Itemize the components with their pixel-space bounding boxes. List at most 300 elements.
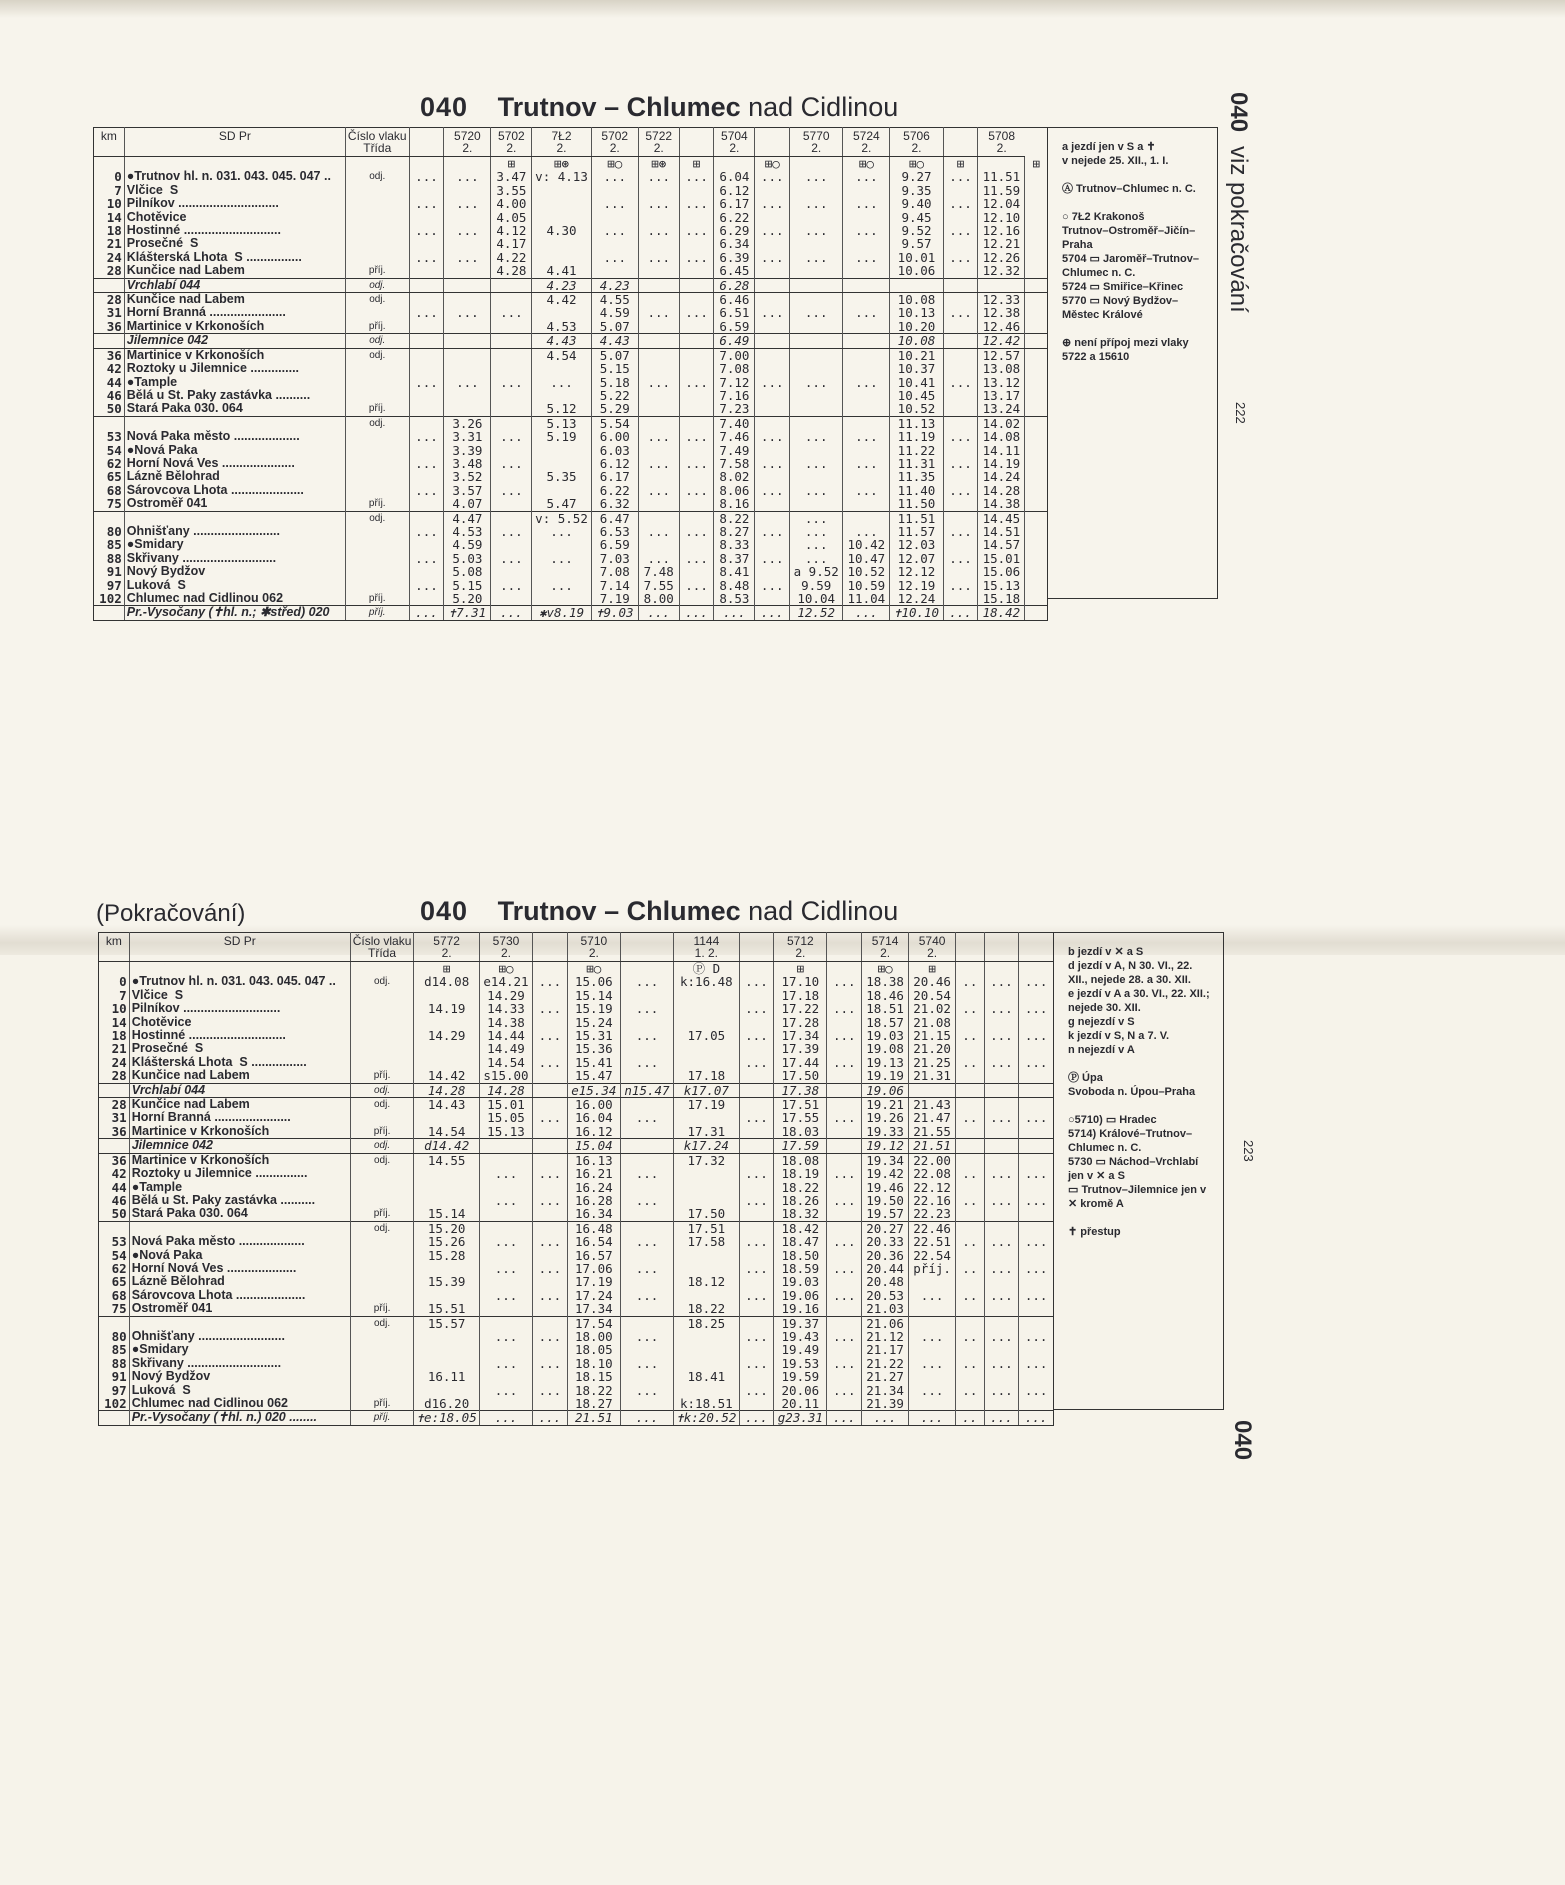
km-cell: 65 bbox=[111, 1274, 127, 1290]
time-cell: 16.24 bbox=[567, 1181, 620, 1194]
time-cell: v: 5.52 bbox=[532, 511, 591, 525]
time-cell: ... bbox=[755, 376, 790, 389]
time-cell: ... bbox=[1019, 1056, 1054, 1069]
train-column-header bbox=[679, 128, 714, 157]
time-cell bbox=[843, 211, 890, 224]
time-cell bbox=[679, 362, 714, 375]
time-cell bbox=[827, 1370, 862, 1383]
page-number-bottom: 223 bbox=[1241, 1140, 1256, 1162]
time-cell: 14.24 bbox=[978, 470, 1025, 483]
km-cell: 53 bbox=[106, 429, 122, 445]
time-cell: 4.43 bbox=[591, 334, 638, 348]
km-cell: 88 bbox=[111, 1355, 127, 1371]
km-cell: 68 bbox=[106, 482, 122, 498]
time-cell: 14.33 bbox=[479, 1002, 532, 1015]
station-row bbox=[99, 1370, 1054, 1383]
time-cell bbox=[638, 237, 679, 250]
time-cell bbox=[409, 416, 444, 430]
km-cell: 42 bbox=[106, 361, 122, 377]
time-cell bbox=[984, 962, 1019, 976]
time-cell bbox=[444, 320, 491, 334]
time-cell bbox=[956, 1275, 984, 1288]
station-row bbox=[99, 1302, 1054, 1316]
time-cell bbox=[533, 1098, 568, 1112]
time-cell: ✝10.10 bbox=[890, 606, 943, 620]
time-cell bbox=[1025, 470, 1048, 483]
time-cell bbox=[409, 402, 444, 416]
time-cell bbox=[533, 1221, 568, 1235]
arr-dep-mark: odj. bbox=[345, 278, 409, 292]
time-cell: ... bbox=[1019, 1384, 1054, 1397]
time-cell bbox=[1025, 376, 1048, 389]
time-cell: 17.24 bbox=[567, 1289, 620, 1302]
time-cell bbox=[479, 1153, 532, 1167]
time-cell bbox=[674, 1343, 740, 1356]
km-cell bbox=[94, 511, 125, 525]
time-cell bbox=[827, 1249, 862, 1262]
time-cell bbox=[984, 1370, 1019, 1383]
time-cell: 14.55 bbox=[414, 1153, 480, 1167]
time-cell: 17.38 bbox=[774, 1083, 827, 1097]
km-cell bbox=[99, 1411, 130, 1425]
time-cell: 21.47 bbox=[909, 1111, 956, 1124]
time-cell bbox=[890, 278, 943, 292]
km-cell: 0 bbox=[114, 169, 122, 185]
time-cell: 10.01 bbox=[890, 251, 943, 264]
km-cell: 18 bbox=[106, 223, 122, 239]
km-cell bbox=[94, 416, 125, 430]
time-cell: 20.53 bbox=[862, 1289, 909, 1302]
time-cell bbox=[532, 184, 591, 197]
time-cell bbox=[532, 538, 591, 551]
station-name: Pilníkov ............................ bbox=[129, 1002, 350, 1015]
arr-dep-mark bbox=[345, 579, 409, 592]
time-cell bbox=[1019, 1316, 1054, 1330]
train-column-header bbox=[956, 933, 984, 962]
time-cell bbox=[1025, 430, 1048, 443]
time-cell bbox=[674, 1056, 740, 1069]
arr-dep-mark: příj. bbox=[345, 606, 409, 620]
time-cell bbox=[444, 334, 491, 348]
time-cell: 21.34 bbox=[862, 1384, 909, 1397]
time-cell: 19.19 bbox=[862, 1069, 909, 1083]
time-cell: 14.29 bbox=[479, 989, 532, 1002]
time-cell bbox=[638, 497, 679, 511]
time-cell: ... bbox=[739, 1384, 774, 1397]
time-cell: 19.59 bbox=[774, 1370, 827, 1383]
time-cell: 17.39 bbox=[774, 1042, 827, 1055]
station-name: Klášterská Lhota S ................ bbox=[124, 251, 345, 264]
time-cell bbox=[755, 511, 790, 525]
time-cell: ... bbox=[739, 1235, 774, 1248]
km-cell: 28 bbox=[106, 263, 122, 279]
time-cell: 15.20 bbox=[414, 1221, 480, 1235]
time-cell: ... bbox=[409, 552, 444, 565]
arr-dep-mark bbox=[345, 237, 409, 250]
time-cell: ... bbox=[1019, 1289, 1054, 1302]
km-cell: 80 bbox=[111, 1328, 127, 1344]
station-name: Skřivany ........................... bbox=[124, 552, 345, 565]
station-row bbox=[99, 1249, 1054, 1262]
time-cell bbox=[943, 470, 978, 483]
station-row bbox=[94, 320, 1048, 334]
km-cell: 36 bbox=[106, 318, 122, 334]
station-row bbox=[99, 1056, 1054, 1069]
time-cell bbox=[1025, 511, 1048, 525]
km-cell bbox=[99, 1316, 130, 1330]
time-cell: 5.29 bbox=[591, 402, 638, 416]
time-cell: 6.04 bbox=[714, 170, 755, 183]
arr-dep-mark: odj. bbox=[350, 1316, 414, 1330]
time-cell bbox=[591, 264, 638, 278]
time-cell: a 9.52 bbox=[790, 565, 843, 578]
station-name: ●Trutnov hl. n. 031. 043. 045. 047 .. bbox=[129, 975, 350, 988]
time-cell bbox=[620, 1181, 673, 1194]
station-row bbox=[94, 484, 1048, 497]
station-name: Ohnišťany ......................... bbox=[129, 1330, 350, 1343]
arr-dep-mark: odj. bbox=[350, 1221, 414, 1235]
time-cell: ... bbox=[409, 224, 444, 237]
time-cell: k17.07 bbox=[674, 1083, 740, 1097]
arr-dep-mark: příj. bbox=[345, 402, 409, 416]
time-cell: 5.47 bbox=[532, 497, 591, 511]
header-row bbox=[99, 933, 1054, 962]
station-name bbox=[129, 962, 350, 976]
km-cell: 31 bbox=[111, 1110, 127, 1126]
time-cell bbox=[1025, 224, 1048, 237]
time-cell: ... bbox=[827, 1384, 862, 1397]
time-cell: 21.43 bbox=[909, 1098, 956, 1112]
km-cell: 10 bbox=[106, 196, 122, 212]
time-cell bbox=[843, 389, 890, 402]
time-cell bbox=[755, 237, 790, 250]
time-cell: 10.21 bbox=[890, 348, 943, 362]
time-cell bbox=[414, 1289, 480, 1302]
time-cell: ⊞○ bbox=[591, 157, 638, 171]
time-cell bbox=[1025, 592, 1048, 606]
time-cell: 3.48 bbox=[444, 457, 491, 470]
time-cell: 16.13 bbox=[567, 1153, 620, 1167]
time-cell: ⊞○ bbox=[862, 962, 909, 976]
time-cell: ... bbox=[790, 251, 843, 264]
time-cell bbox=[409, 511, 444, 525]
arr-dep-mark: příj. bbox=[345, 592, 409, 606]
km-cell: 102 bbox=[104, 1396, 127, 1411]
time-cell bbox=[532, 389, 591, 402]
time-cell: 10.37 bbox=[890, 362, 943, 375]
time-cell: ... bbox=[943, 170, 978, 183]
time-cell: ... bbox=[790, 525, 843, 538]
station-name: Šárovcova Lhota .................... bbox=[129, 1289, 350, 1302]
km-cell: 54 bbox=[111, 1247, 127, 1263]
time-cell bbox=[532, 444, 591, 457]
time-cell bbox=[444, 237, 491, 250]
connection-row bbox=[94, 334, 1048, 348]
time-cell: ... bbox=[491, 579, 532, 592]
time-cell: 6.49 bbox=[714, 334, 755, 348]
time-cell bbox=[739, 989, 774, 1002]
arr-dep-mark bbox=[345, 184, 409, 197]
time-cell: ... bbox=[714, 606, 755, 620]
time-cell: ... bbox=[984, 1262, 1019, 1275]
arr-dep-mark bbox=[350, 1167, 414, 1180]
time-cell: 10.52 bbox=[890, 402, 943, 416]
time-cell: 21.51 bbox=[567, 1411, 620, 1425]
time-cell bbox=[956, 1249, 984, 1262]
station-row bbox=[99, 962, 1054, 976]
time-cell: 11.04 bbox=[843, 592, 890, 606]
time-cell bbox=[1025, 197, 1048, 210]
time-cell bbox=[414, 1167, 480, 1180]
arr-dep-mark bbox=[345, 157, 409, 171]
time-cell: 14.54 bbox=[414, 1125, 480, 1139]
station-name: Kunčice nad Labem bbox=[124, 293, 345, 307]
time-cell bbox=[679, 334, 714, 348]
time-cell: ... bbox=[790, 170, 843, 183]
time-cell: 4.17 bbox=[491, 237, 532, 250]
line-number: 040 bbox=[420, 92, 469, 122]
time-cell: 18.05 bbox=[567, 1343, 620, 1356]
time-cell bbox=[409, 157, 444, 171]
time-cell bbox=[1025, 579, 1048, 592]
time-cell: 14.45 bbox=[978, 511, 1025, 525]
time-cell bbox=[409, 320, 444, 334]
time-cell: ... bbox=[491, 430, 532, 443]
time-cell: ... bbox=[532, 525, 591, 538]
time-cell bbox=[679, 211, 714, 224]
time-cell bbox=[956, 1316, 984, 1330]
time-cell bbox=[739, 1397, 774, 1411]
time-cell bbox=[984, 1316, 1019, 1330]
station-name: Horní Nová Ves .................... bbox=[129, 1262, 350, 1275]
time-cell bbox=[1025, 362, 1048, 375]
arr-dep-mark bbox=[350, 1370, 414, 1383]
time-cell: 8.53 bbox=[714, 592, 755, 606]
time-cell: 8.02 bbox=[714, 470, 755, 483]
time-cell: ... bbox=[943, 224, 978, 237]
arr-dep-mark bbox=[345, 457, 409, 470]
km-cell: 80 bbox=[106, 523, 122, 539]
train-column-header: 5730 2. bbox=[479, 933, 532, 962]
station-row bbox=[99, 1262, 1054, 1275]
km-cell: 36 bbox=[94, 348, 125, 362]
arr-dep-mark bbox=[350, 1029, 414, 1042]
time-cell: 10.42 bbox=[843, 538, 890, 551]
time-cell: ... bbox=[638, 197, 679, 210]
arr-dep-mark: příj. bbox=[350, 1069, 414, 1083]
time-cell: 13.12 bbox=[978, 376, 1025, 389]
train-column-header bbox=[620, 933, 673, 962]
time-cell bbox=[1019, 1083, 1054, 1097]
time-cell bbox=[956, 1139, 984, 1153]
time-cell: 8.00 bbox=[638, 592, 679, 606]
time-cell: ... bbox=[843, 376, 890, 389]
time-cell bbox=[956, 1181, 984, 1194]
time-cell bbox=[491, 334, 532, 348]
time-cell bbox=[755, 362, 790, 375]
time-cell: ... bbox=[755, 552, 790, 565]
time-cell bbox=[755, 470, 790, 483]
km-cell: 24 bbox=[106, 249, 122, 265]
time-cell: ... bbox=[827, 975, 862, 988]
time-cell: 18.25 bbox=[674, 1316, 740, 1330]
time-cell bbox=[591, 237, 638, 250]
time-cell bbox=[532, 362, 591, 375]
time-cell: ... bbox=[479, 1384, 532, 1397]
time-cell: ... bbox=[679, 430, 714, 443]
time-cell: ... bbox=[1019, 1111, 1054, 1124]
time-cell bbox=[444, 402, 491, 416]
time-cell: 12.04 bbox=[978, 197, 1025, 210]
time-cell: ... bbox=[790, 376, 843, 389]
time-cell bbox=[1019, 1098, 1054, 1112]
time-cell: ... bbox=[679, 306, 714, 319]
time-cell bbox=[755, 334, 790, 348]
time-cell: ... bbox=[533, 1330, 568, 1343]
time-cell: 4.54 bbox=[532, 348, 591, 362]
time-cell: 19.21 bbox=[862, 1098, 909, 1112]
time-cell: 15.24 bbox=[567, 1016, 620, 1029]
time-cell bbox=[755, 565, 790, 578]
time-cell: ... bbox=[984, 1056, 1019, 1069]
time-cell: 16.11 bbox=[414, 1370, 480, 1383]
time-cell bbox=[1025, 389, 1048, 402]
arr-dep-mark bbox=[350, 1181, 414, 1194]
time-cell bbox=[679, 592, 714, 606]
time-cell: 18.41 bbox=[674, 1370, 740, 1383]
time-cell bbox=[674, 1194, 740, 1207]
time-cell: ... bbox=[843, 306, 890, 319]
time-cell: 6.00 bbox=[591, 430, 638, 443]
time-cell bbox=[638, 334, 679, 348]
time-cell bbox=[1019, 1042, 1054, 1055]
time-cell: ... bbox=[620, 1357, 673, 1370]
station-name: Vrchlabí 044 bbox=[124, 278, 345, 292]
station-name: Pr.-Vysočany (✝hl. n.; ✱střed) 020 bbox=[124, 606, 345, 620]
time-cell: ... bbox=[679, 552, 714, 565]
time-cell bbox=[755, 278, 790, 292]
time-cell bbox=[638, 389, 679, 402]
time-cell: 22.23 bbox=[909, 1207, 956, 1221]
time-cell bbox=[533, 1370, 568, 1383]
station-name: ●Nová Paka bbox=[129, 1249, 350, 1262]
time-cell: 22.51 bbox=[909, 1235, 956, 1248]
time-cell: 11.19 bbox=[890, 430, 943, 443]
time-cell bbox=[674, 1111, 740, 1124]
time-cell: 7.12 bbox=[714, 376, 755, 389]
station-name: Chlumec nad Cidlinou 062 bbox=[129, 1397, 350, 1411]
time-cell bbox=[943, 264, 978, 278]
train-column-header bbox=[739, 933, 774, 962]
time-cell bbox=[843, 237, 890, 250]
arr-dep-mark: příj. bbox=[350, 1397, 414, 1411]
time-cell: ... bbox=[984, 1330, 1019, 1343]
time-cell bbox=[409, 184, 444, 197]
time-cell: 9.35 bbox=[890, 184, 943, 197]
time-cell: 10.13 bbox=[890, 306, 943, 319]
time-cell bbox=[943, 565, 978, 578]
time-cell: ... bbox=[739, 1357, 774, 1370]
time-cell bbox=[679, 348, 714, 362]
time-cell: 4.22 bbox=[491, 251, 532, 264]
time-cell: ... bbox=[638, 251, 679, 264]
time-cell bbox=[1025, 416, 1048, 430]
time-cell: ... bbox=[909, 1411, 956, 1425]
time-cell: ... bbox=[790, 430, 843, 443]
time-cell: 15.51 bbox=[414, 1302, 480, 1316]
time-cell: ... bbox=[491, 525, 532, 538]
time-cell bbox=[533, 1343, 568, 1356]
time-cell: 17.28 bbox=[774, 1016, 827, 1029]
time-cell bbox=[943, 444, 978, 457]
km-cell bbox=[99, 1221, 130, 1235]
time-cell bbox=[491, 470, 532, 483]
time-cell: 14.11 bbox=[978, 444, 1025, 457]
km-cell: 21 bbox=[106, 236, 122, 252]
time-cell bbox=[909, 1083, 956, 1097]
time-cell: ... bbox=[843, 430, 890, 443]
train-column-header: 5724 2. bbox=[843, 128, 890, 157]
time-cell: ... bbox=[479, 1194, 532, 1207]
time-cell: ⊞ bbox=[414, 962, 480, 976]
km-cell: 50 bbox=[111, 1206, 127, 1222]
arr-dep-mark bbox=[350, 1016, 414, 1029]
time-cell bbox=[532, 484, 591, 497]
time-cell: 19.57 bbox=[862, 1207, 909, 1221]
station-row bbox=[94, 251, 1048, 264]
time-cell: ... bbox=[1019, 1167, 1054, 1180]
time-cell bbox=[827, 1397, 862, 1411]
time-cell bbox=[956, 1207, 984, 1221]
time-cell: 9.59 bbox=[790, 579, 843, 592]
time-cell bbox=[491, 592, 532, 606]
time-cell bbox=[843, 348, 890, 362]
time-cell bbox=[1019, 1249, 1054, 1262]
time-cell: ... bbox=[533, 1384, 568, 1397]
time-cell: 4.53 bbox=[532, 320, 591, 334]
time-cell bbox=[984, 1181, 1019, 1194]
time-cell bbox=[1025, 278, 1048, 292]
station-row bbox=[99, 1042, 1054, 1055]
time-cell bbox=[827, 1343, 862, 1356]
time-cell: 17.51 bbox=[774, 1098, 827, 1112]
station-row bbox=[99, 1343, 1054, 1356]
time-cell bbox=[827, 962, 862, 976]
time-cell: k:18.51 bbox=[674, 1397, 740, 1411]
time-cell: 21.51 bbox=[909, 1139, 956, 1153]
time-cell: 10.59 bbox=[843, 579, 890, 592]
time-cell bbox=[1019, 1221, 1054, 1235]
train-column-header bbox=[755, 128, 790, 157]
km-cell: 44 bbox=[111, 1179, 127, 1195]
time-cell: 21.22 bbox=[862, 1357, 909, 1370]
time-cell bbox=[1025, 334, 1048, 348]
train-column-header bbox=[984, 933, 1019, 962]
time-cell bbox=[409, 565, 444, 578]
time-cell bbox=[978, 157, 1025, 171]
time-cell: ... bbox=[943, 579, 978, 592]
time-cell: ... bbox=[843, 251, 890, 264]
time-cell: ⊞○ bbox=[567, 962, 620, 976]
time-cell: ... bbox=[984, 1194, 1019, 1207]
time-cell: ... bbox=[479, 1330, 532, 1343]
station-row bbox=[94, 197, 1048, 210]
time-cell: 21.08 bbox=[909, 1016, 956, 1029]
time-cell bbox=[755, 320, 790, 334]
time-cell bbox=[843, 320, 890, 334]
time-cell bbox=[409, 237, 444, 250]
time-cell: 15.19 bbox=[567, 1002, 620, 1015]
